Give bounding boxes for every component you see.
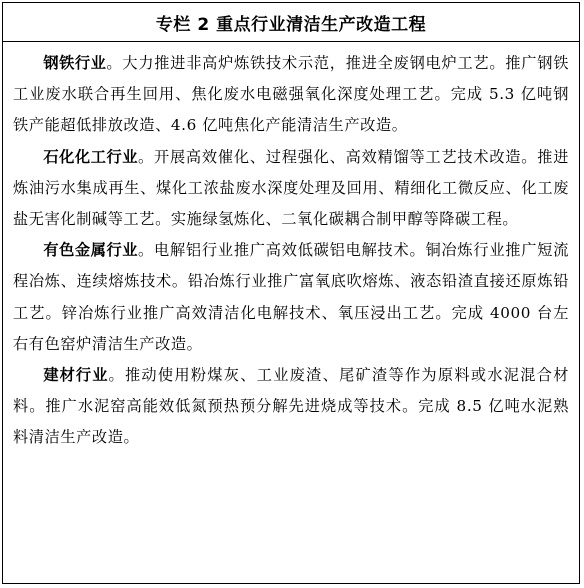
column-title: 专栏 2 重点行业清洁生产改造工程 xyxy=(3,3,579,42)
section-petrochemical-text: 。开展高效催化、过程强化、高效精馏等工艺技术改造。推进炼油污水集成再生、煤化工浓盐废水深度处理及回用、精细化工微反应、化工废盐无害化制碱等工艺。实施绿氢炼化、二氧化碳耦合制甲醇等降碳工程。 xyxy=(13,147,570,229)
section-petrochemical-name: 石化化工行业 xyxy=(43,147,139,166)
column-box xyxy=(2,2,580,584)
column-content xyxy=(3,42,579,454)
section-building-materials-text: 。推动使用粉煤灰、工业废渣、尾矿渣等作为原料或水泥混合材料。推广水泥窑高能效低氮预热预分解先进烧成等技术。完成 8.5 亿吨水泥熟料清洁生产改造。 xyxy=(13,366,569,447)
section-nonferrous-text: 。电解铝行业推广高效低碳铝电解技术。铜冶炼行业推广短流程冶炼、连续熔炼技术。铅冶炼行业推广富氧底吹熔炼、液态铅渣直接还原炼铅工艺。锌冶炼行业推广高效清洁化电解技术、氧压浸出工艺。完成 4000 台左右有色窑炉清洁生产改造。 xyxy=(13,241,570,353)
section-building-materials xyxy=(13,360,569,454)
section-steel xyxy=(13,48,569,142)
section-nonferrous xyxy=(13,235,569,360)
section-building-materials-name: 建材行业 xyxy=(43,366,109,385)
section-petrochemical xyxy=(13,142,569,236)
section-steel-name: 钢铁行业 xyxy=(43,54,107,72)
section-nonferrous-name: 有色金属行业 xyxy=(43,241,139,260)
section-steel-text: 。大力推进非高炉炼铁技术示范，推进全废钢电炉工艺。推广钢铁工业废水联合再生回用、焦化废水电磁强氧化深度处理工艺。完成 5.3 亿吨钢铁产能超低排放改造、4.6 亿吨焦化产能清洁生产改造。 xyxy=(13,54,569,135)
